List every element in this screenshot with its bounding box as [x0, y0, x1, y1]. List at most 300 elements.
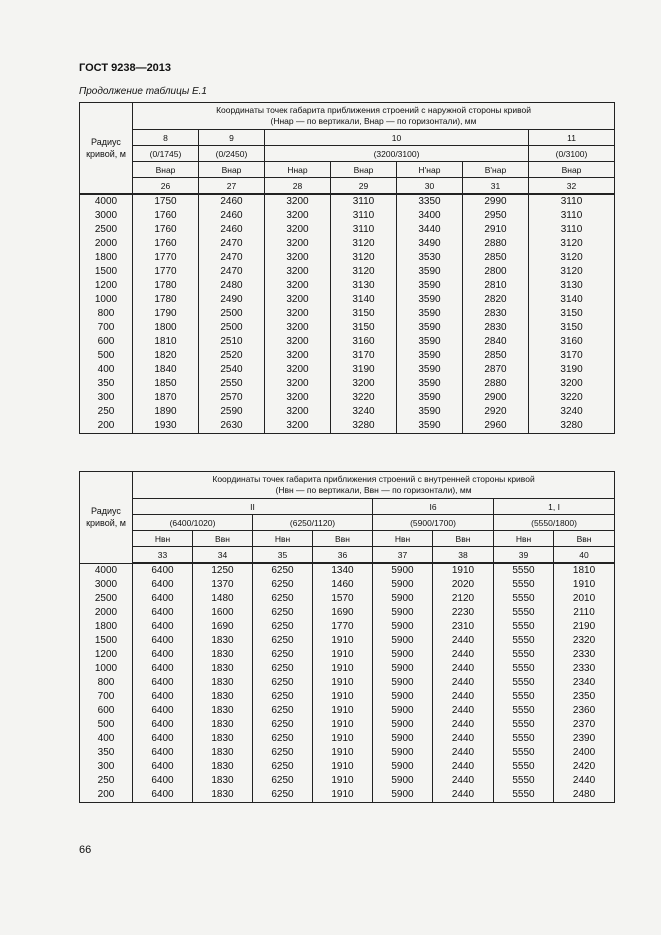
inner-number-row: [80, 547, 615, 564]
value-cell: 1480: [193, 592, 253, 606]
value-cell: 3110: [331, 223, 397, 237]
value-cell: 1910: [313, 774, 373, 788]
value-cell: 2460: [199, 223, 265, 237]
radius-cell: 2000: [80, 237, 133, 251]
value-cell: 1830: [193, 760, 253, 774]
table-row: [80, 307, 615, 321]
column-symbol: Hвн: [133, 531, 193, 547]
value-cell: 3530: [397, 251, 463, 265]
radius-cell: 1000: [80, 293, 133, 307]
inner-table-body: [80, 563, 615, 803]
value-cell: 3200: [265, 405, 331, 419]
value-cell: 1830: [193, 788, 253, 803]
column-number: 37: [373, 547, 433, 564]
table-row: [80, 363, 615, 377]
value-cell: 1760: [133, 209, 199, 223]
value-cell: 3170: [529, 349, 615, 363]
value-cell: 1570: [313, 592, 373, 606]
value-cell: 5900: [373, 690, 433, 704]
value-cell: 2520: [199, 349, 265, 363]
column-symbol: B'нар: [463, 162, 529, 178]
value-cell: 2010: [554, 592, 615, 606]
table-row: [80, 419, 615, 434]
value-cell: 3200: [265, 237, 331, 251]
column-number: 38: [433, 547, 494, 564]
table-caption: Продолжение таблицы Е.1: [79, 86, 207, 97]
value-cell: 2590: [199, 405, 265, 419]
value-cell: 1750: [133, 194, 199, 209]
value-cell: 2880: [463, 237, 529, 251]
radius-cell: 1200: [80, 279, 133, 293]
radius-cell: 2500: [80, 592, 133, 606]
value-cell: 6250: [253, 634, 313, 648]
radius-cell: 1500: [80, 265, 133, 279]
value-cell: 6250: [253, 732, 313, 746]
document-title: ГОСТ 9238—2013: [79, 62, 172, 74]
table-row: [80, 237, 615, 251]
value-cell: 1910: [433, 563, 494, 578]
value-cell: 3590: [397, 265, 463, 279]
value-cell: 3280: [331, 419, 397, 434]
value-cell: 3170: [331, 349, 397, 363]
value-cell: 3590: [397, 335, 463, 349]
radius-cell: 1500: [80, 634, 133, 648]
column-number: 31: [463, 178, 529, 195]
value-cell: 2490: [199, 293, 265, 307]
value-cell: 2440: [433, 662, 494, 676]
value-cell: 3200: [265, 279, 331, 293]
table-row: [80, 391, 615, 405]
radius-header: Радиус кривой, м: [80, 103, 133, 195]
radius-cell: 350: [80, 746, 133, 760]
value-cell: 3400: [397, 209, 463, 223]
table-row: [80, 718, 615, 732]
value-cell: 3220: [529, 391, 615, 405]
value-cell: 1250: [193, 563, 253, 578]
value-cell: 1910: [313, 760, 373, 774]
group-params: (0/3100): [529, 146, 615, 162]
value-cell: 2500: [199, 321, 265, 335]
radius-header: Радиус кривой, м: [80, 472, 133, 564]
value-cell: 6250: [253, 563, 313, 578]
value-cell: 1830: [193, 662, 253, 676]
value-cell: 6400: [133, 704, 193, 718]
column-symbol: Hнар: [265, 162, 331, 178]
radius-cell: 3000: [80, 578, 133, 592]
value-cell: 2460: [199, 209, 265, 223]
column-number: 33: [133, 547, 193, 564]
value-cell: 6400: [133, 788, 193, 803]
value-cell: 3110: [331, 194, 397, 209]
value-cell: 6250: [253, 746, 313, 760]
group-params: (5900/1700): [373, 515, 494, 531]
value-cell: 3120: [331, 237, 397, 251]
group-label: 9: [199, 130, 265, 146]
value-cell: 3490: [397, 237, 463, 251]
value-cell: 1820: [133, 349, 199, 363]
value-cell: 2360: [554, 704, 615, 718]
value-cell: 2340: [554, 676, 615, 690]
value-cell: 1790: [133, 307, 199, 321]
group-label: 10: [265, 130, 529, 146]
value-cell: 2350: [554, 690, 615, 704]
value-cell: 1910: [313, 634, 373, 648]
value-cell: 3130: [529, 279, 615, 293]
value-cell: 5550: [494, 592, 554, 606]
table-row: [80, 746, 615, 760]
group-params: (0/2450): [199, 146, 265, 162]
value-cell: 5900: [373, 704, 433, 718]
table-row: [80, 648, 615, 662]
value-cell: 3150: [529, 307, 615, 321]
value-cell: 2910: [463, 223, 529, 237]
value-cell: 3140: [529, 293, 615, 307]
value-cell: 2500: [199, 307, 265, 321]
value-cell: 1690: [193, 620, 253, 634]
value-cell: 6250: [253, 606, 313, 620]
value-cell: 6400: [133, 774, 193, 788]
value-cell: 6400: [133, 606, 193, 620]
table-row: [80, 788, 615, 803]
value-cell: 6400: [133, 634, 193, 648]
group-params: (3200/3100): [265, 146, 529, 162]
value-cell: 1890: [133, 405, 199, 419]
column-number: 36: [313, 547, 373, 564]
value-cell: 2230: [433, 606, 494, 620]
value-cell: 1460: [313, 578, 373, 592]
value-cell: 1830: [193, 774, 253, 788]
group-params: (6250/1120): [253, 515, 373, 531]
value-cell: 2460: [199, 194, 265, 209]
value-cell: 5900: [373, 592, 433, 606]
value-cell: 3200: [265, 293, 331, 307]
value-cell: 5550: [494, 634, 554, 648]
value-cell: 2440: [433, 788, 494, 803]
value-cell: 5900: [373, 606, 433, 620]
value-cell: 3200: [265, 194, 331, 209]
value-cell: 2840: [463, 335, 529, 349]
radius-cell: 700: [80, 690, 133, 704]
value-cell: 2120: [433, 592, 494, 606]
radius-cell: 4000: [80, 563, 133, 578]
value-cell: 3110: [529, 209, 615, 223]
value-cell: 6400: [133, 718, 193, 732]
value-cell: 5550: [494, 732, 554, 746]
value-cell: 1830: [193, 746, 253, 760]
value-cell: 2310: [433, 620, 494, 634]
value-cell: 2330: [554, 648, 615, 662]
value-cell: 5900: [373, 718, 433, 732]
radius-cell: 4000: [80, 194, 133, 209]
group-params: (6400/1020): [133, 515, 253, 531]
value-cell: 1600: [193, 606, 253, 620]
value-cell: 2390: [554, 732, 615, 746]
value-cell: 2440: [554, 774, 615, 788]
table-row: [80, 209, 615, 223]
table-row: [80, 563, 615, 578]
value-cell: 6250: [253, 620, 313, 634]
value-cell: 3120: [529, 237, 615, 251]
value-cell: 5550: [494, 606, 554, 620]
value-cell: 1690: [313, 606, 373, 620]
column-symbol: H'нар: [397, 162, 463, 178]
inner-title-line2: (Hвн — по вертикали, Ввн — по горизонтали), мм: [275, 485, 472, 495]
radius-cell: 700: [80, 321, 133, 335]
value-cell: 2950: [463, 209, 529, 223]
value-cell: 1800: [133, 321, 199, 335]
column-number: 40: [554, 547, 615, 564]
value-cell: 1910: [313, 676, 373, 690]
value-cell: 2440: [433, 634, 494, 648]
table-row: [80, 676, 615, 690]
value-cell: 6400: [133, 578, 193, 592]
radius-cell: 250: [80, 774, 133, 788]
value-cell: 2850: [463, 349, 529, 363]
value-cell: 2190: [554, 620, 615, 634]
value-cell: 6250: [253, 718, 313, 732]
value-cell: 3160: [331, 335, 397, 349]
group-label: I6: [373, 499, 494, 515]
value-cell: 1830: [193, 676, 253, 690]
value-cell: 3280: [529, 419, 615, 434]
column-symbol: Hвн: [494, 531, 554, 547]
value-cell: 3240: [529, 405, 615, 419]
value-cell: 3200: [265, 349, 331, 363]
value-cell: 1780: [133, 279, 199, 293]
value-cell: 2800: [463, 265, 529, 279]
table-row: [80, 592, 615, 606]
value-cell: 3200: [265, 321, 331, 335]
value-cell: 2440: [433, 774, 494, 788]
value-cell: 2920: [463, 405, 529, 419]
value-cell: 3200: [265, 265, 331, 279]
value-cell: 5550: [494, 704, 554, 718]
column-number: 32: [529, 178, 615, 195]
value-cell: 5550: [494, 690, 554, 704]
value-cell: 2440: [433, 732, 494, 746]
table-row: [80, 634, 615, 648]
value-cell: 2440: [433, 746, 494, 760]
value-cell: 5900: [373, 648, 433, 662]
column-symbol: Внар: [331, 162, 397, 178]
value-cell: 6400: [133, 648, 193, 662]
value-cell: 5900: [373, 676, 433, 690]
value-cell: 5550: [494, 676, 554, 690]
column-symbol: Внар: [529, 162, 615, 178]
outer-table-title: [133, 103, 615, 130]
value-cell: 3590: [397, 307, 463, 321]
value-cell: 3140: [331, 293, 397, 307]
radius-cell: 1000: [80, 662, 133, 676]
value-cell: 6250: [253, 690, 313, 704]
table-row: [80, 578, 615, 592]
column-symbol: Внар: [199, 162, 265, 178]
value-cell: 2440: [433, 690, 494, 704]
value-cell: 2550: [199, 377, 265, 391]
value-cell: 2900: [463, 391, 529, 405]
value-cell: 6250: [253, 648, 313, 662]
table-row: [80, 265, 615, 279]
value-cell: 2990: [463, 194, 529, 209]
value-cell: 5550: [494, 788, 554, 803]
value-cell: 3220: [331, 391, 397, 405]
radius-cell: 800: [80, 307, 133, 321]
group-params: (0/1745): [133, 146, 199, 162]
value-cell: 3350: [397, 194, 463, 209]
radius-cell: 600: [80, 335, 133, 349]
value-cell: 2440: [433, 718, 494, 732]
table-row: [80, 662, 615, 676]
table-row: [80, 335, 615, 349]
value-cell: 3120: [331, 251, 397, 265]
column-number: 26: [133, 178, 199, 195]
column-number: 29: [331, 178, 397, 195]
value-cell: 6250: [253, 592, 313, 606]
value-cell: 3440: [397, 223, 463, 237]
value-cell: 2830: [463, 307, 529, 321]
value-cell: 1830: [193, 648, 253, 662]
radius-cell: 350: [80, 377, 133, 391]
radius-cell: 400: [80, 363, 133, 377]
value-cell: 2440: [433, 676, 494, 690]
value-cell: 2510: [199, 335, 265, 349]
table-row: [80, 620, 615, 634]
table-row: [80, 405, 615, 419]
value-cell: 3200: [331, 377, 397, 391]
value-cell: 5550: [494, 620, 554, 634]
value-cell: 5900: [373, 620, 433, 634]
value-cell: 2820: [463, 293, 529, 307]
table-row: [80, 293, 615, 307]
value-cell: 2630: [199, 419, 265, 434]
value-cell: 3590: [397, 419, 463, 434]
value-cell: 6400: [133, 676, 193, 690]
table-row: [80, 223, 615, 237]
column-number: 30: [397, 178, 463, 195]
value-cell: 2440: [433, 648, 494, 662]
group-params: (5550/1800): [494, 515, 615, 531]
value-cell: 2420: [554, 760, 615, 774]
value-cell: 6400: [133, 732, 193, 746]
radius-cell: 250: [80, 405, 133, 419]
value-cell: 5900: [373, 578, 433, 592]
column-symbol: Hвн: [253, 531, 313, 547]
inner-title-line1: Координаты точек габарита приближения строений с внутренней стороны кривой: [212, 474, 535, 484]
value-cell: 3590: [397, 363, 463, 377]
table-row: [80, 321, 615, 335]
value-cell: 3200: [529, 377, 615, 391]
value-cell: 2540: [199, 363, 265, 377]
value-cell: 2110: [554, 606, 615, 620]
value-cell: 3590: [397, 321, 463, 335]
outer-side-table: [79, 102, 615, 434]
radius-cell: 2500: [80, 223, 133, 237]
value-cell: 2020: [433, 578, 494, 592]
value-cell: 3200: [265, 377, 331, 391]
outer-number-row: [80, 178, 615, 195]
value-cell: 5900: [373, 563, 433, 578]
value-cell: 6400: [133, 620, 193, 634]
value-cell: 2320: [554, 634, 615, 648]
value-cell: 3160: [529, 335, 615, 349]
value-cell: 5550: [494, 662, 554, 676]
value-cell: 1870: [133, 391, 199, 405]
table-row: [80, 606, 615, 620]
group-label: II: [133, 499, 373, 515]
radius-cell: 300: [80, 760, 133, 774]
value-cell: 3150: [331, 321, 397, 335]
value-cell: 3110: [331, 209, 397, 223]
value-cell: 2850: [463, 251, 529, 265]
value-cell: 1910: [313, 732, 373, 746]
value-cell: 1810: [133, 335, 199, 349]
value-cell: 1910: [554, 578, 615, 592]
value-cell: 5900: [373, 634, 433, 648]
value-cell: 3190: [529, 363, 615, 377]
value-cell: 1780: [133, 293, 199, 307]
table-row: [80, 704, 615, 718]
value-cell: 5900: [373, 732, 433, 746]
value-cell: 3590: [397, 391, 463, 405]
radius-cell: 1800: [80, 620, 133, 634]
column-number: 27: [199, 178, 265, 195]
value-cell: 1850: [133, 377, 199, 391]
value-cell: 1770: [133, 251, 199, 265]
value-cell: 3200: [265, 391, 331, 405]
value-cell: 3200: [265, 251, 331, 265]
value-cell: 6400: [133, 563, 193, 578]
value-cell: 1930: [133, 419, 199, 434]
value-cell: 1830: [193, 732, 253, 746]
table-row: [80, 760, 615, 774]
outer-title-line2: (Hнар — по вертикали, Внар — по горизонтали), мм: [270, 116, 477, 126]
value-cell: 6250: [253, 788, 313, 803]
radius-cell: 2000: [80, 606, 133, 620]
value-cell: 2470: [199, 251, 265, 265]
value-cell: 2440: [433, 760, 494, 774]
value-cell: 6400: [133, 690, 193, 704]
radius-cell: 200: [80, 788, 133, 803]
table-row: [80, 194, 615, 209]
value-cell: 2480: [554, 788, 615, 803]
table-row: [80, 690, 615, 704]
value-cell: 5900: [373, 788, 433, 803]
radius-cell: 200: [80, 419, 133, 434]
value-cell: 2400: [554, 746, 615, 760]
inner-symbol-row: [80, 531, 615, 547]
value-cell: 3200: [265, 223, 331, 237]
value-cell: 1830: [193, 690, 253, 704]
value-cell: 2330: [554, 662, 615, 676]
value-cell: 1910: [313, 788, 373, 803]
value-cell: 1830: [193, 704, 253, 718]
radius-cell: 500: [80, 349, 133, 363]
value-cell: 6400: [133, 592, 193, 606]
value-cell: 1830: [193, 718, 253, 732]
value-cell: 5900: [373, 662, 433, 676]
inner-side-table: [79, 471, 615, 803]
table-row: [80, 251, 615, 265]
value-cell: 3200: [265, 307, 331, 321]
value-cell: 3590: [397, 279, 463, 293]
column-symbol: Ввн: [193, 531, 253, 547]
value-cell: 1910: [313, 704, 373, 718]
value-cell: 2830: [463, 321, 529, 335]
column-symbol: Ввн: [554, 531, 615, 547]
value-cell: 5900: [373, 774, 433, 788]
table-row: [80, 732, 615, 746]
table-row: [80, 377, 615, 391]
